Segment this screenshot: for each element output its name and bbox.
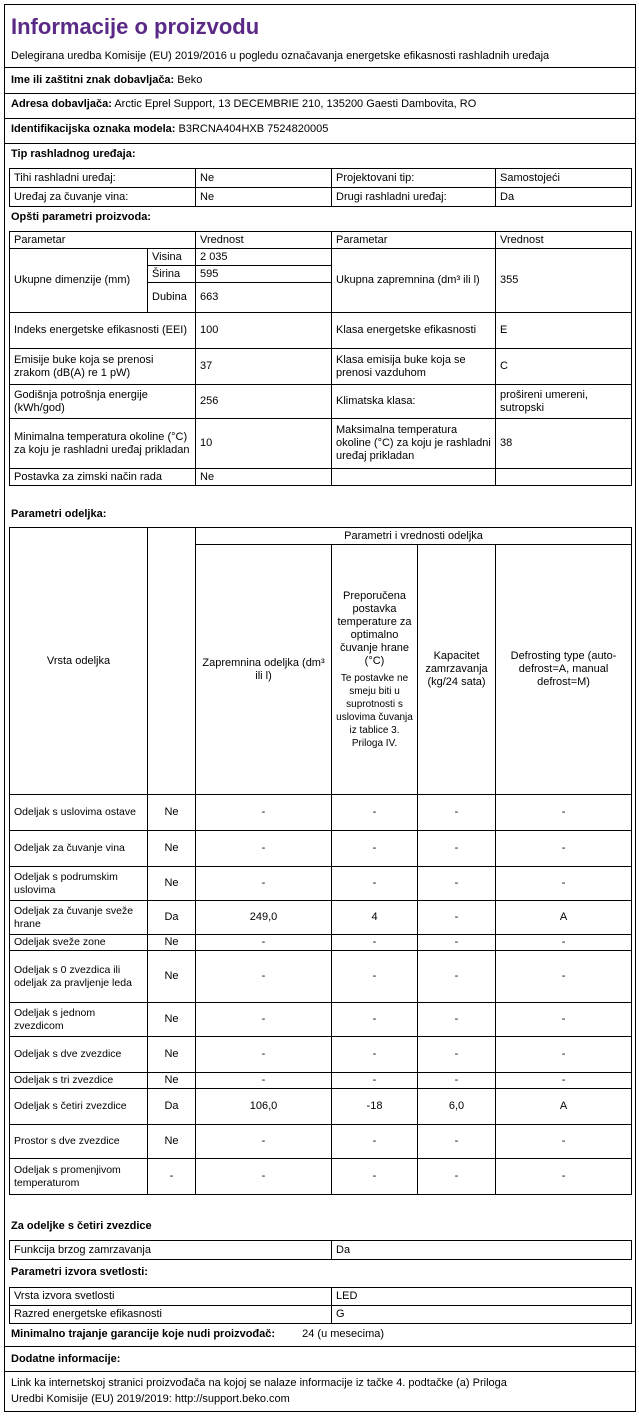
compartment-volume: - <box>196 831 332 867</box>
divider <box>5 143 635 144</box>
compartment-name: Odeljak s uslovima ostave <box>10 795 148 831</box>
warranty-label: Minimalno trajanje garancije koje nudi proizvođač: <box>11 1328 276 1340</box>
volume-label: Ukupna zapremnina (dm³ ili l) <box>332 249 496 313</box>
noise-class-label: Klasa emisija buke koja se prenosi vazduhom <box>332 349 496 385</box>
compartment-freeze: - <box>418 901 496 935</box>
table-row <box>10 951 632 1003</box>
table-row <box>10 1089 632 1125</box>
table-row <box>10 188 632 207</box>
table-row <box>10 1125 632 1159</box>
address-row <box>11 97 476 111</box>
height-value: 2 035 <box>196 249 332 266</box>
compartment-rows <box>10 795 632 1195</box>
supplier-label: Ime ili zaštitni znak dobavljača: <box>11 74 175 86</box>
compartment-freeze: - <box>418 1159 496 1195</box>
compartment-present: Ne <box>148 831 196 867</box>
column-header: Vrednost <box>196 232 332 249</box>
compartment-defrost: - <box>496 935 632 951</box>
dimensions-label: Ukupne dimenzije (mm) <box>10 249 148 313</box>
min-temp-label: Minimalna temperatura okoline (°C) za koju je rashladni uređaj prikladan <box>10 419 196 469</box>
compartment-volume: - <box>196 1159 332 1195</box>
light-type-value: LED <box>332 1288 632 1306</box>
compartment-name: Odeljak s podrumskim uslovima <box>10 867 148 901</box>
supplier-value: Beko <box>177 74 203 86</box>
table-row <box>10 385 632 419</box>
divider <box>5 1371 635 1372</box>
compartment-present: Ne <box>148 1037 196 1073</box>
compartment-present: Ne <box>148 1125 196 1159</box>
empty-cell <box>332 469 496 486</box>
empty-cell <box>496 469 632 486</box>
compartment-name: Prostor s dve zvezdice <box>10 1125 148 1159</box>
compartment-volume: - <box>196 935 332 951</box>
annual-energy-label: Godišnja potrošnja energije (kWh/god) <box>10 385 196 419</box>
fast-freeze-value: Da <box>332 1241 632 1260</box>
compartment-freeze: - <box>418 795 496 831</box>
column-header: Vrednost <box>496 232 632 249</box>
regulation-subtitle: Delegirana uredba Komisije (EU) 2019/2016 u pogledu označavanja energetske efikasnosti rashladnih uređaja <box>11 50 550 62</box>
compartment-name: Odeljak s jednom zvezdicom <box>10 1003 148 1037</box>
model-value: B3RCNA404HXB 7524820005 <box>178 123 329 135</box>
light-class-value: G <box>332 1306 632 1324</box>
fast-freeze-label: Funkcija brzog zamrzavanja <box>10 1241 332 1260</box>
compartment-name: Odeljak s tri zvezdice <box>10 1073 148 1089</box>
compartment-freeze: - <box>418 867 496 901</box>
page-title: Informacije o proizvodu <box>11 14 260 39</box>
warranty-row <box>11 1327 384 1341</box>
compartment-volume-header: Zapremnina odeljka (dm³ ili l) <box>196 545 332 795</box>
compartment-temp: - <box>332 831 418 867</box>
table-row <box>10 1241 632 1260</box>
compartment-present: Ne <box>148 867 196 901</box>
compartment-temp: - <box>332 1073 418 1089</box>
compartment-temp-header <box>332 545 418 795</box>
compartment-temp: -18 <box>332 1089 418 1125</box>
eei-label: Indeks energetske efikasnosti (EEI) <box>10 313 196 349</box>
table-row <box>10 1003 632 1037</box>
compartment-defrost: - <box>496 867 632 901</box>
compartment-temp: - <box>332 1037 418 1073</box>
table-row <box>10 867 632 901</box>
table-row <box>10 528 632 545</box>
table-row <box>10 1306 632 1324</box>
eei-value: 100 <box>196 313 332 349</box>
compartment-temp: - <box>332 795 418 831</box>
compartment-volume: - <box>196 867 332 901</box>
table-row <box>10 831 632 867</box>
compartment-present: Da <box>148 1089 196 1125</box>
compartment-present: - <box>148 1159 196 1195</box>
empty-cell <box>148 528 196 795</box>
general-params-header: Opšti parametri proizvoda: <box>11 211 151 223</box>
compartment-volume: - <box>196 1003 332 1037</box>
light-source-header: Parametri izvora svetlosti: <box>11 1266 148 1278</box>
compartment-name: Odeljak s 0 zvezdica ili odeljak za pravljenje leda <box>10 951 148 1003</box>
column-header: Parametar <box>332 232 496 249</box>
table-row <box>10 232 632 249</box>
type-label: Projektovani tip: <box>332 169 496 188</box>
compartment-params-header: Parametri odeljka: <box>11 508 107 520</box>
compartment-temp: - <box>332 1003 418 1037</box>
compartment-freeze: - <box>418 1003 496 1037</box>
compartment-volume: 249,0 <box>196 901 332 935</box>
climate-label: Klimatska klasa: <box>332 385 496 419</box>
light-source-table <box>9 1287 632 1324</box>
compartment-volume: 106,0 <box>196 1089 332 1125</box>
compartment-freeze: - <box>418 1037 496 1073</box>
compartment-defrost-header: Defrosting type (auto-defrost=A, manual defrost=M) <box>496 545 632 795</box>
compartment-defrost: - <box>496 951 632 1003</box>
type-label: Uređaj za čuvanje vina: <box>10 188 196 207</box>
winter-value: Ne <box>196 469 332 486</box>
divider <box>5 67 635 68</box>
compartment-defrost: - <box>496 795 632 831</box>
compartment-volume: - <box>196 1125 332 1159</box>
max-temp-label: Maksimalna temperatura okoline (°C) za koju je rashladni uređaj prikladan <box>332 419 496 469</box>
compartment-present: Ne <box>148 935 196 951</box>
type-label: Tihi rashladni uređaj: <box>10 169 196 188</box>
compartment-group-header: Parametri i vrednosti odeljka <box>196 528 632 545</box>
address-value: Arctic Eprel Support, 13 DECEMBRIE 210, 135200 Gaesti Dambovita, RO <box>114 98 477 110</box>
table-row <box>10 1073 632 1089</box>
noise-label: Emisije buke koja se prenosi zrakom (dB(A) re 1 pW) <box>10 349 196 385</box>
table-row <box>10 1159 632 1195</box>
type-value: Ne <box>196 169 332 188</box>
general-params-table <box>9 231 632 486</box>
light-type-label: Vrsta izvora svetlosti <box>10 1288 332 1306</box>
max-temp-value: 38 <box>496 419 632 469</box>
compartment-temp: 4 <box>332 901 418 935</box>
compartment-temp: - <box>332 935 418 951</box>
divider <box>5 118 635 119</box>
model-row <box>11 122 328 136</box>
model-label: Identifikacijska oznaka modela: <box>11 123 176 135</box>
compartment-volume: - <box>196 1073 332 1089</box>
depth-label: Dubina <box>148 283 196 313</box>
fast-freeze-table <box>9 1240 632 1260</box>
compartment-present: Ne <box>148 1073 196 1089</box>
compartment-volume: - <box>196 795 332 831</box>
compartment-freeze-header: Kapacitet zamrzavanja (kg/24 sata) <box>418 545 496 795</box>
width-value: 595 <box>196 266 332 283</box>
type-label: Drugi rashladni uređaj: <box>332 188 496 207</box>
compartment-volume: - <box>196 951 332 1003</box>
compartment-defrost: A <box>496 1089 632 1125</box>
compartment-name: Odeljak za čuvanje sveže hrane <box>10 901 148 935</box>
table-row <box>10 1037 632 1073</box>
table-row <box>10 349 632 385</box>
compartment-volume: - <box>196 1037 332 1073</box>
noise-class-value: C <box>496 349 632 385</box>
compartment-defrost: - <box>496 831 632 867</box>
compartment-defrost: - <box>496 1073 632 1089</box>
winter-label: Postavka za zimski način rada <box>10 469 196 486</box>
compartment-present: Ne <box>148 951 196 1003</box>
table-row <box>10 795 632 831</box>
height-label: Visina <box>148 249 196 266</box>
energy-class-value: E <box>496 313 632 349</box>
compartment-name: Odeljak s četiri zvezdice <box>10 1089 148 1125</box>
product-info-sheet <box>4 4 636 1412</box>
compartment-table <box>9 527 632 1195</box>
compartment-present: Ne <box>148 795 196 831</box>
four-star-header: Za odeljke s četiri zvezdice <box>11 1220 152 1232</box>
table-row <box>10 1288 632 1306</box>
compartment-name: Odeljak s promenjivom temperaturom <box>10 1159 148 1195</box>
compartment-defrost: A <box>496 901 632 935</box>
compartment-freeze: - <box>418 831 496 867</box>
compartment-defrost: - <box>496 1125 632 1159</box>
table-row <box>10 419 632 469</box>
compartment-freeze: 6,0 <box>418 1089 496 1125</box>
compartment-defrost: - <box>496 1037 632 1073</box>
compartment-freeze: - <box>418 935 496 951</box>
type-value: Ne <box>196 188 332 207</box>
type-value: Da <box>496 188 632 207</box>
compartment-name: Odeljak za čuvanje vina <box>10 831 148 867</box>
table-row <box>10 901 632 935</box>
appliance-type-table <box>9 168 632 207</box>
compartment-freeze: - <box>418 951 496 1003</box>
manufacturer-link[interactable]: Link ka internetskoj stranici proizvođača na kojoj se nalaze informacije iz tačke 4. podtačke (a) Priloga Uredbi Komisije (EU) 2019/2019: http://support.beko.com <box>11 1377 507 1405</box>
compartment-freeze: - <box>418 1125 496 1159</box>
divider <box>5 1346 635 1347</box>
compartment-freeze: - <box>418 1073 496 1089</box>
min-temp-value: 10 <box>196 419 332 469</box>
table-row <box>10 935 632 951</box>
light-class-label: Razred energetske efikasnosti <box>10 1306 332 1324</box>
annual-energy-value: 256 <box>196 385 332 419</box>
temp-header-text: Preporučena postavka temperature za optimalno čuvanje hrane (°C) <box>337 589 412 667</box>
noise-value: 37 <box>196 349 332 385</box>
volume-value: 355 <box>496 249 632 313</box>
width-label: Širina <box>148 266 196 283</box>
climate-value: prošireni umereni, sutropski <box>496 385 632 419</box>
compartment-defrost: - <box>496 1159 632 1195</box>
energy-class-label: Klasa energetske efikasnosti <box>332 313 496 349</box>
compartment-temp: - <box>332 867 418 901</box>
table-row <box>10 249 632 266</box>
compartment-defrost: - <box>496 1003 632 1037</box>
compartment-temp: - <box>332 1159 418 1195</box>
type-header: Tip rashladnog uređaja: <box>11 148 136 160</box>
compartment-present: Da <box>148 901 196 935</box>
compartment-temp: - <box>332 951 418 1003</box>
compartment-temp: - <box>332 1125 418 1159</box>
table-row <box>10 313 632 349</box>
table-row <box>10 469 632 486</box>
table-row <box>10 169 632 188</box>
compartment-present: Ne <box>148 1003 196 1037</box>
type-value: Samostojeći <box>496 169 632 188</box>
supplier-row <box>11 73 202 87</box>
warranty-value: 24 (u mesecima) <box>302 1328 385 1340</box>
temp-header-note: Te postavke ne smeju biti u suprotnosti s uslovima čuvanja iz tablice 3. Priloga IV. <box>336 672 413 749</box>
depth-value: 663 <box>196 283 332 313</box>
column-header: Parametar <box>10 232 196 249</box>
compartment-name: Odeljak s dve zvezdice <box>10 1037 148 1073</box>
address-label: Adresa dobavljača: <box>11 98 112 110</box>
additional-info-header: Dodatne informacije: <box>11 1353 121 1365</box>
divider <box>5 93 635 94</box>
compartment-name: Odeljak sveže zone <box>10 935 148 951</box>
compartment-type-header: Vrsta odeljka <box>10 528 148 795</box>
